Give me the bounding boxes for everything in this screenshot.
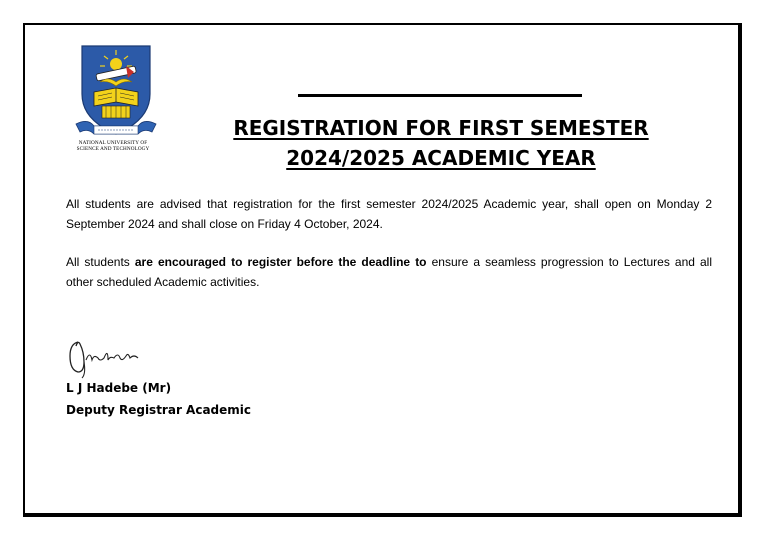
crest-caption-line1: NATIONAL UNIVERSITY OF xyxy=(78,140,148,146)
signatory-title: Deputy Registrar Academic xyxy=(66,403,251,417)
header-rule xyxy=(298,94,582,97)
university-crest-logo xyxy=(68,42,164,154)
signatory-name: L J Hadebe (Mr) xyxy=(66,381,172,395)
signature-image xyxy=(64,332,150,380)
paragraph2-tail: ensure a seamless progression to Lectures and all other scheduled Academic activities. xyxy=(66,255,713,289)
crest-caption-line2: SCIENCE AND TECHNOLOGY xyxy=(76,146,150,152)
notice-title-line2: 2024/2025 ACADEMIC YEAR xyxy=(286,146,596,170)
body-paragraph-2 xyxy=(66,252,712,292)
crest-caption xyxy=(62,140,164,152)
paragraph2-lead: All students xyxy=(66,255,135,269)
paragraph2-emphasis: are encouraged to register before the deadline to xyxy=(134,255,427,269)
notice-title-line1: REGISTRATION FOR FIRST SEMESTER xyxy=(233,116,649,140)
body-paragraph-1: All students are advised that registration for the first semester 2024/2025 Academic year, shall open on Monday 2 September 2024 and shall close on Friday 4 October, 2024. xyxy=(66,197,712,231)
notice-title xyxy=(172,113,710,173)
